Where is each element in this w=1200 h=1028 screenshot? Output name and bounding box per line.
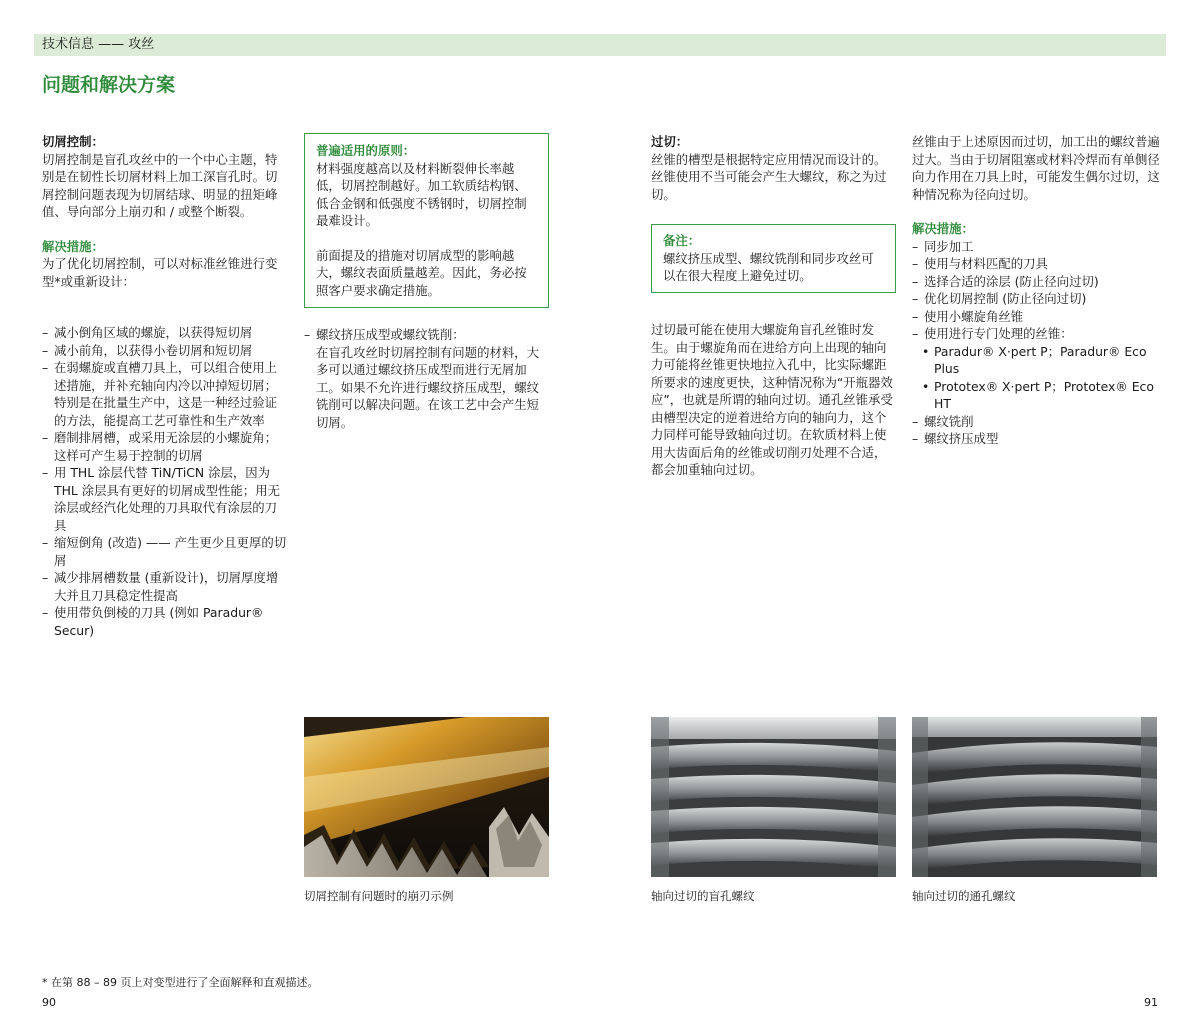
box-paragraph: 材料强度越高以及材料断裂伸长率越低，切屑控制越好。加工软质结构钢、低合金钢和低强度不锈钢时，切屑控制最难设计。 xyxy=(316,160,527,228)
column-chip-control xyxy=(42,133,288,639)
solutions-heading: 解决措施： xyxy=(42,238,104,254)
list-item: – 减少排屑槽数量 (重新设计)，切屑厚度增大并且刀具稳定性提高 xyxy=(42,569,288,604)
section-text: 丝锥由于上述原因而过切，加工出的螺纹普遍过大。当由于切屑阻塞或材料冷焊而有单侧径向力作用在刀具上时，可能发生偶尔过切，这种情况称为径向过切。 xyxy=(912,134,1160,202)
list-item: – 使用进行专门处理的丝锥： xyxy=(912,325,1162,343)
list-item: – 螺纹铣削 xyxy=(912,413,1162,431)
item-title: – 螺纹挤压成型或螺纹铣削： xyxy=(316,327,465,342)
section-text: 丝锥的槽型是根据特定应用情况而设计的。丝锥使用不当可能会产生大螺纹，称之为过切。 xyxy=(651,151,887,202)
solutions-list-continued xyxy=(912,413,1162,448)
item-text: 在盲孔攻丝时切屑控制有问题的材料，大多可以通过螺纹挤压成型而进行无屑加工。如果不允许进行螺纹挤压成型，螺纹铣削可以解决问题。在该工艺中会产生短切屑。 xyxy=(316,344,540,430)
list-item: – 缩短倒角 (改造) —— 产生更少且更厚的切屑 xyxy=(42,534,288,569)
blind-hole-thread-image xyxy=(651,717,896,877)
principles-box xyxy=(304,133,549,308)
list-item: – 选择合适的涂层 (防止径向过切) xyxy=(912,273,1162,291)
list-item: – 螺纹挤压成型 xyxy=(912,430,1162,448)
list-item: – 优化切屑控制 (防止径向过切) xyxy=(912,290,1162,308)
solutions-intro: 为了优化切屑控制，可以对标准丝锥进行变型*或重新设计： xyxy=(42,256,278,289)
box-paragraph: 前面提及的措施对切屑成型的影响越大，螺纹表面质量越差。因此，务必按照客户要求确定措施。 xyxy=(316,247,527,298)
list-item: – 减小前角，以获得小卷切屑和短切屑 xyxy=(42,342,288,360)
solutions-list xyxy=(42,324,288,639)
footnote: * 在第 88 – 89 页上对变型进行了全面解释和直观描述。 xyxy=(42,976,319,989)
thread-forming-item xyxy=(304,326,549,431)
note-text: 螺纹挤压成型、螺纹铣削和同步攻丝可以在很大程度上避免过切。 xyxy=(663,250,874,283)
blind-hole-thread-photo xyxy=(651,717,896,877)
header-bar xyxy=(34,34,1166,56)
sub-list-item: • Prototex® X·pert P；Prototex® Eco HT xyxy=(922,378,1162,413)
section-text: 切屑控制是盲孔攻丝中的一个中心主题，特别是在韧性长切屑材料上加工深盲孔时。切屑控制问题表现为切屑结球、明显的扭矩峰值、导向部分上崩刃和 / 或整个断裂。 xyxy=(42,151,278,219)
photo-caption: 轴向过切的盲孔螺纹 xyxy=(651,889,755,903)
photo-caption: 切屑控制有问题时的崩刃示例 xyxy=(304,889,454,903)
note-heading: 备注： xyxy=(663,233,701,248)
list-item: – 使用带负倒棱的刀具 (例如 Paradur® Secur) xyxy=(42,604,288,639)
list-item: – 磨制排屑槽，或采用无涂层的小螺旋角；这样可产生易于控制的切屑 xyxy=(42,429,288,464)
note-box xyxy=(651,224,896,293)
breadcrumb: 技术信息 —— 攻丝 xyxy=(42,37,155,52)
solutions-list xyxy=(912,238,1162,343)
section-heading: 切屑控制： xyxy=(42,134,104,149)
column-overcut xyxy=(651,133,896,203)
list-item: – 使用与材料匹配的刀具 xyxy=(912,255,1162,273)
list-item: – 在弱螺旋或直槽刀具上，可以组合使用上述措施，并补充轴向内冷以冲掉短切屑；特别是在批量生产中，这是一种经过验证的方法，能提高工艺可靠性和生产效率 xyxy=(42,359,288,429)
section-heading: 过切： xyxy=(651,134,689,149)
solutions-heading: 解决措施： xyxy=(912,221,974,236)
through-hole-thread-image xyxy=(912,717,1157,877)
tap-chipping-image xyxy=(304,717,549,877)
section-text: 过切最可能在使用大螺旋角盲孔丝锥时发生。由于螺旋角而在进给方向上出现的轴向力可能将丝锥更快地拉入孔中，比实际螺距所要求的速度更快，这种情况称为“开瓶器效应”，也就是所谓的轴向过切。通孔丝锥承受由槽型决定的逆着进给方向的轴向力，这个力同样可能导致轴向过切。在软质材料上使用大齿面后角的丝锥或切削刃处理不合适，都会加重轴向过切。 xyxy=(651,322,893,477)
list-item: – 用 THL 涂层代替 TiN/TiCN 涂层，因为 THL 涂层具有更好的切屑成型性能；用无涂层或经汽化处理的刀具取代有涂层的刀具 xyxy=(42,464,288,534)
overcut-detail xyxy=(651,321,896,479)
list-item: – 减小倒角区域的螺旋，以获得短切屑 xyxy=(42,324,288,342)
chipping-photo xyxy=(304,717,549,877)
thread-forming-list xyxy=(304,326,549,431)
page-number-left: 90 xyxy=(42,996,56,1009)
list-item xyxy=(304,326,549,431)
column-overcut-solutions xyxy=(912,133,1162,448)
page-title: 问题和解决方案 xyxy=(42,74,176,96)
through-hole-thread-photo xyxy=(912,717,1157,877)
page-number-right: 91 xyxy=(1144,996,1158,1009)
list-item: – 同步加工 xyxy=(912,238,1162,256)
sub-list xyxy=(912,343,1162,413)
box-heading: 普遍适用的原则： xyxy=(316,143,416,158)
photo-caption: 轴向过切的通孔螺纹 xyxy=(912,889,1016,903)
list-item: – 使用小螺旋角丝锥 xyxy=(912,308,1162,326)
sub-list-item: • Paradur® X·pert P；Paradur® Eco Plus xyxy=(922,343,1162,378)
